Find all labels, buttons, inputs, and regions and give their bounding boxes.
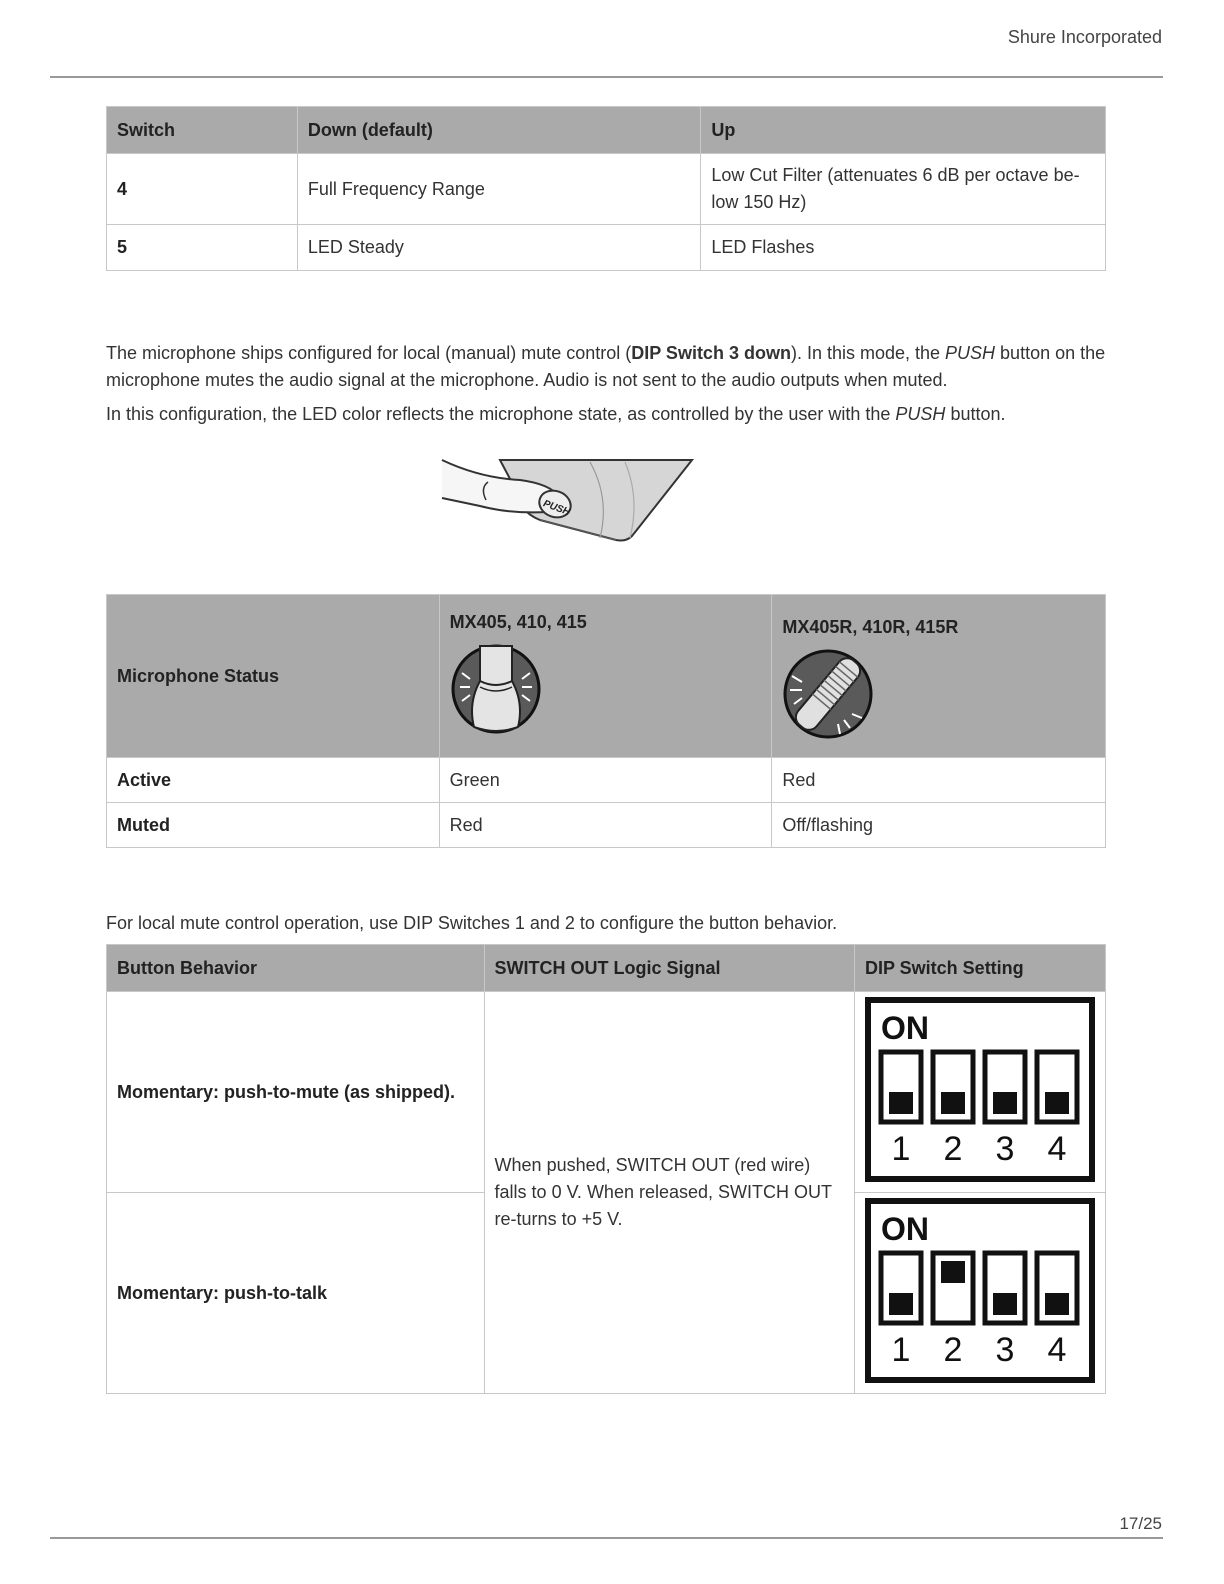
table-row	[107, 803, 1106, 848]
dip-setting-cell	[854, 992, 1105, 1193]
header-rule	[50, 76, 1163, 78]
model-label: MX405, 410, 415	[449, 612, 587, 632]
handheld-mic-led-icon	[782, 648, 874, 740]
column-header: Down (default)	[297, 107, 701, 154]
dip-switch-emphasis: DIP Switch 3 down	[631, 343, 791, 363]
column-header: SWITCH OUT Logic Signal	[484, 945, 854, 992]
up-setting: LED Flashes	[701, 225, 1106, 271]
text-span: The microphone ships configured for local (manual) mute control (	[106, 343, 632, 363]
dip-switch-number: 4	[1047, 1331, 1067, 1369]
model-label: MX405R, 410R, 415R	[782, 617, 959, 637]
dip-switch-number: 1	[891, 1130, 911, 1168]
column-header: Switch	[107, 107, 298, 154]
status-standard: Red	[439, 803, 772, 848]
column-header-r-models	[772, 595, 1106, 758]
dip-switch-knob-4-down	[1045, 1092, 1069, 1114]
dip-switch-number: 2	[943, 1130, 963, 1168]
dip-on-label: ON	[880, 1211, 929, 1247]
dip-switch-number: 4	[1047, 1130, 1067, 1168]
dip-switch-number: 3	[995, 1130, 1015, 1168]
dip-switch-intro: For local mute control operation, use DIP Switches 1 and 2 to configure the button behavior.	[106, 913, 838, 933]
push-button-illustration	[440, 458, 700, 549]
table-header-row	[107, 595, 1106, 758]
table-header-row	[107, 107, 1106, 154]
dip-switch-number: 3	[995, 1331, 1015, 1369]
finger-pressing-push-icon	[440, 458, 700, 544]
table-row	[107, 225, 1106, 271]
column-header: Up	[701, 107, 1106, 154]
status-standard: Green	[439, 758, 772, 803]
behavior-label: Momentary: push-to-mute (as shipped).	[107, 992, 485, 1193]
dip-switch-knob-4-down	[1045, 1293, 1069, 1315]
push-label: PUSH	[541, 498, 572, 519]
column-header: DIP Switch Setting	[854, 945, 1105, 992]
status-label: Active	[107, 758, 440, 803]
dip-switch-diagram	[865, 1198, 1095, 1383]
dip-switch-knob-1-down	[889, 1293, 913, 1315]
dip-on-label: ON	[880, 1010, 929, 1046]
page-number: 17/25	[1119, 1514, 1162, 1533]
table-row	[107, 758, 1106, 803]
dip-switch-number: 1	[891, 1331, 911, 1369]
behavior-label: Momentary: push-to-talk	[107, 1193, 485, 1394]
down-setting: LED Steady	[297, 225, 701, 271]
dip-switch-knob-1-down	[889, 1092, 913, 1114]
text-span: button.	[945, 404, 1006, 424]
down-setting: Full Frequency Range	[297, 154, 701, 225]
table-row	[107, 154, 1106, 225]
switch-number: 5	[107, 225, 298, 271]
footer-rule	[50, 1537, 1163, 1539]
dip-switch-knob-2-down	[941, 1092, 965, 1114]
up-setting: Low Cut Filter (attenuates 6 dB per octave be-low 150 Hz)	[701, 154, 1106, 225]
switch-number: 4	[107, 154, 298, 225]
text-span: In this configuration, the LED color reflects the microphone state, as controlled by the user with the	[106, 404, 896, 424]
status-label: Muted	[107, 803, 440, 848]
switch-settings-table	[106, 106, 1106, 271]
column-header: Microphone Status	[107, 595, 440, 758]
mute-control-paragraph	[106, 340, 1106, 394]
column-header: Button Behavior	[107, 945, 485, 992]
switch-out-signal-description: When pushed, SWITCH OUT (red wire) falls to 0 V. When released, SWITCH OUT re-turns to +5 V.	[484, 992, 854, 1394]
text-span: ). In this mode, the	[790, 343, 946, 363]
dip-switch-knob-2-up	[941, 1261, 965, 1283]
status-r-model: Red	[772, 758, 1106, 803]
dip-switch-number: 2	[943, 1331, 963, 1369]
table-header-row	[107, 945, 1106, 992]
text-span: button on the microphone mutes the audio signal at the microphone. Audio is not sent to the audio outputs when muted.	[106, 343, 1106, 390]
dip-switch-knob-3-down	[993, 1293, 1017, 1315]
dip-switch-diagram	[865, 997, 1095, 1182]
dip-switch-knob-3-down	[993, 1092, 1017, 1114]
dip-setting-cell	[854, 1193, 1105, 1394]
push-emphasis: PUSH	[895, 404, 946, 424]
company-name: Shure Incorporated	[1007, 27, 1162, 47]
microphone-status-table	[106, 594, 1106, 848]
column-header-standard-models	[439, 595, 772, 758]
gooseneck-mic-led-icon	[450, 643, 542, 735]
table-row	[107, 992, 1106, 1193]
led-paragraph	[106, 401, 1106, 428]
status-r-model: Off/flashing	[772, 803, 1106, 848]
push-emphasis: PUSH	[945, 343, 996, 363]
button-behavior-table	[106, 944, 1106, 1394]
